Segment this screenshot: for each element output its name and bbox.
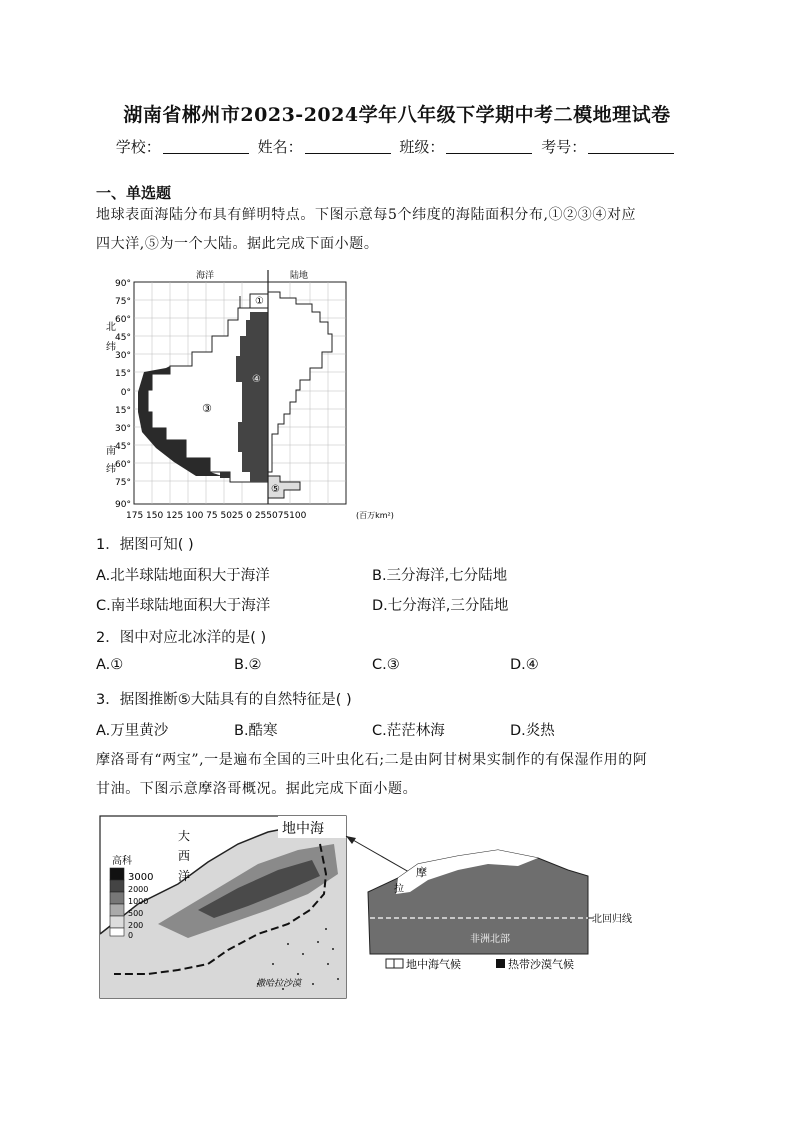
school-label: 学校：: [115, 138, 161, 156]
label-ocean-3: ③: [202, 402, 212, 415]
legend-value: 500: [128, 909, 144, 918]
q2-stem: 2．图中对应北冰洋的是( ): [96, 630, 267, 646]
lat-tick: 60°: [115, 315, 131, 325]
school-blank: [163, 139, 249, 154]
label-atlantic-3: 洋: [178, 869, 191, 883]
q3-option-a[interactable]: A.万里黄沙: [96, 723, 169, 739]
q2-option-a[interactable]: A.①: [96, 657, 124, 673]
name-label: 姓名：: [257, 138, 303, 156]
intro2-line-1: 摩洛哥有“两宝”,一是遍布全国的三叶虫化石;二是由阿甘树果实制作的有保湿作用的阿: [96, 752, 648, 768]
name-blank: [305, 139, 391, 154]
south-label-1: 南: [106, 446, 116, 457]
student-info-line: [0, 136, 794, 157]
morocco-figure: [98, 814, 632, 1004]
lat-tick: 75°: [115, 297, 131, 307]
north-label-1: 北: [106, 322, 116, 333]
q1-option-d[interactable]: D.七分海洋,三分陆地: [372, 598, 509, 614]
ocean-header: 海洋: [196, 271, 215, 281]
lat-tick: 30°: [115, 424, 131, 434]
label-atlantic-1: 大: [178, 829, 191, 843]
legend-value: 2000: [128, 885, 149, 894]
north-label-2: 纬: [106, 342, 116, 353]
lat-tick: 90°: [115, 500, 131, 510]
intro-line-2: 四大洋,⑤为一个大陆。据此完成下面小题。: [96, 236, 379, 252]
q2-option-c[interactable]: C.③: [372, 657, 400, 673]
label-ocean-1: ①: [255, 296, 264, 307]
label-ocean-2: ②: [156, 408, 165, 419]
number-blank: [588, 139, 674, 154]
legend-value: 3000: [128, 872, 154, 883]
legend-swatch: [110, 868, 124, 880]
label-north-africa: 非洲北部: [470, 934, 510, 945]
land-header: 陆地: [290, 271, 309, 281]
legend-med-swatch-2: [394, 959, 403, 968]
label-ocean-4: ④: [252, 374, 261, 385]
arrow-head-icon: [346, 836, 356, 844]
label-city: 拉: [394, 884, 404, 895]
label-tropic: 北回归线: [592, 914, 632, 925]
q3-option-b[interactable]: B.酷寒: [234, 723, 278, 739]
legend-swatch: [110, 892, 124, 904]
q3-option-d[interactable]: D.炎热: [510, 723, 555, 739]
legend-swatch: [110, 880, 124, 892]
section-heading: 一、单选题: [96, 184, 172, 202]
q2-option-b[interactable]: B.②: [234, 657, 262, 673]
label-morocco: 摩: [416, 866, 427, 879]
lat-tick: 45°: [115, 442, 131, 452]
q1-option-a[interactable]: A.北半球陆地面积大于海洋: [96, 568, 270, 584]
q1-stem: 1．据图可知( ): [96, 537, 194, 553]
intro2-line-2: 甘油。下图示意摩洛哥概况。据此完成下面小题。: [96, 781, 418, 797]
lat-axis: [115, 279, 131, 510]
legend-desert-swatch: [496, 959, 505, 968]
q1-option-c[interactable]: C.南半球陆地面积大于海洋: [96, 598, 271, 614]
label-continent-5: ⑤: [271, 484, 280, 495]
legend-mediterranean-climate: 地中海气候: [406, 958, 461, 971]
q2-option-d[interactable]: D.④: [510, 657, 539, 673]
q3-option-c[interactable]: C.茫茫林海: [372, 723, 445, 739]
intro-line-1: 地球表面海陆分布具有鲜明特点。下图示意每5个纬度的海陆面积分布,①②③④对应: [96, 207, 637, 223]
lat-tick: 0°: [120, 388, 131, 398]
q3-stem: 3．据图推断⑤大陆具有的自然特征是( ): [96, 692, 352, 708]
label-sahara: 撒哈拉沙漠: [256, 979, 302, 989]
legend-title: 高科: [112, 856, 132, 867]
legend-value: 200: [128, 921, 144, 930]
legend-swatch: [110, 928, 124, 936]
class-label: 班级：: [399, 138, 445, 156]
x-axis-ticks: 175 150 125 100 75 5025 0 255075100: [126, 511, 307, 521]
x-axis-unit: (百万km²): [356, 511, 394, 520]
lat-tick: 75°: [115, 478, 131, 488]
south-label-2: 纬: [106, 464, 116, 475]
connector-line: [346, 836, 416, 876]
legend-desert-climate: 热带沙漠气候: [508, 958, 574, 971]
class-blank: [446, 139, 532, 154]
legend-value: 1000: [128, 897, 149, 906]
label-mediterranean: 地中海: [282, 821, 324, 837]
lat-tick: 15°: [115, 369, 131, 379]
lat-tick: 90°: [115, 279, 131, 289]
lat-tick: 15°: [115, 406, 131, 416]
label-atlantic-2: 西: [178, 849, 191, 863]
page-title: 湖南省郴州市2023-2024学年八年级下学期中考二模地理试卷: [123, 104, 671, 126]
ocean-land-figure: [100, 262, 420, 524]
number-label: 考号：: [541, 138, 587, 156]
legend-value: 0: [128, 931, 134, 940]
legend-swatch: [110, 904, 124, 916]
lat-tick: 45°: [115, 333, 131, 343]
legend-swatch: [110, 916, 124, 928]
lat-tick: 60°: [115, 460, 131, 470]
lat-tick: 30°: [115, 351, 131, 361]
q1-option-b[interactable]: B.三分海洋,七分陆地: [372, 568, 508, 584]
